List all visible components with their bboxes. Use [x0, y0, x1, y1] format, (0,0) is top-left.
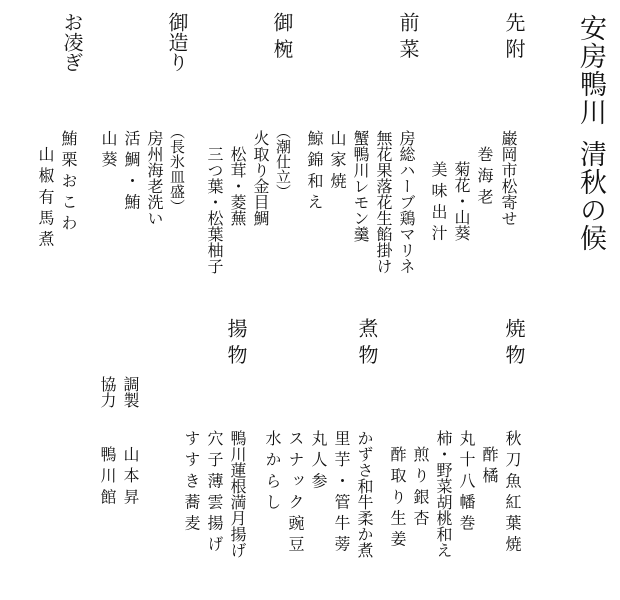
credit-name-chef: 山 本 昇 [121, 446, 140, 505]
otsukuri-item: 房州海老洗い [145, 130, 164, 226]
nimono-item: ス ナ ッ ク 豌 豆 [286, 430, 305, 552]
menu-title-line1: 安房鴨川 [575, 14, 606, 126]
yakimono-item: 煎 り 銀 杏 [411, 446, 430, 526]
oshinogi-heading: お凌ぎ [60, 12, 84, 72]
owan-item: 火取り金目鯛 [251, 130, 270, 226]
nimono-item: 里 芋 ・ 管 牛 蒡 [332, 430, 351, 552]
otsukuri-note: （長氷皿盛） [168, 124, 186, 214]
otsukuri-item: 活 鯛 ・ 鮪 [122, 130, 141, 210]
nimono-item: かずさ和牛柔か煮 [355, 430, 374, 558]
zensai-item: 房総ハーブ鶏マリネ [397, 130, 416, 274]
zensai-heading: 前 菜 [396, 12, 420, 59]
nimono-item: 水 か ら し [263, 430, 282, 510]
agemono-item: す す き 蕎 麦 [182, 430, 201, 531]
yakimono-item: 酢 橘 [480, 446, 499, 484]
yakimono-item: 柿・野菜胡桃和え [434, 430, 453, 558]
owan-heading: 御 椀 [270, 12, 294, 59]
owan-item: 松茸・菱蕪 [228, 146, 247, 226]
sakizuke-item: 菊花・山葵 [452, 161, 471, 241]
credit-name-ryokan: 鴨 川 館 [98, 446, 117, 505]
sakizuke-item: 美 味 出 汁 [429, 161, 448, 241]
sakizuke-item: 巌岡市松寄せ [499, 130, 518, 226]
owan-note: （潮仕立） [274, 124, 292, 199]
yakimono-item: 酢 取 り 生 姜 [388, 446, 407, 547]
owan-item: 三つ葉・松葉柚子 [205, 146, 224, 274]
yakimono-item: 丸 十 八 幡 巻 [457, 430, 476, 531]
zensai-item: 鯨 錦 和 え [305, 130, 324, 210]
zensai-item: 蟹鴨川レモン羹 [351, 130, 370, 242]
nimono-item: 丸 人 参 [309, 430, 328, 489]
zensai-item: 山 家 焼 [328, 130, 347, 189]
oshinogi-item: 鮪 栗 お こ わ [59, 130, 78, 231]
agemono-item: 穴 子 薄 雲 揚 げ [205, 430, 224, 552]
menu-title-line2: 清秋の候 [575, 140, 606, 252]
otsukuri-heading: 御造り [165, 12, 189, 72]
agemono-heading: 揚 物 [224, 318, 248, 365]
zensai-item: 無花果落花生餡掛け [374, 130, 393, 274]
sakizuke-item: 巻 海 老 [475, 146, 494, 205]
otsukuri-item: 山 葵 [99, 130, 118, 168]
nimono-heading: 煮 物 [355, 318, 379, 365]
yakimono-heading: 焼 物 [502, 318, 526, 365]
credit-role-preparation: 調製 [121, 376, 140, 408]
agemono-item: 鴨川蓮根満月揚げ [228, 430, 247, 558]
credit-role-cooperation: 協力 [98, 376, 117, 408]
yakimono-item: 秋 刀 魚 紅 葉 焼 [503, 430, 522, 552]
sakizuke-heading: 先 附 [502, 12, 526, 59]
oshinogi-item: 山 椒 有 馬 煮 [36, 146, 55, 247]
